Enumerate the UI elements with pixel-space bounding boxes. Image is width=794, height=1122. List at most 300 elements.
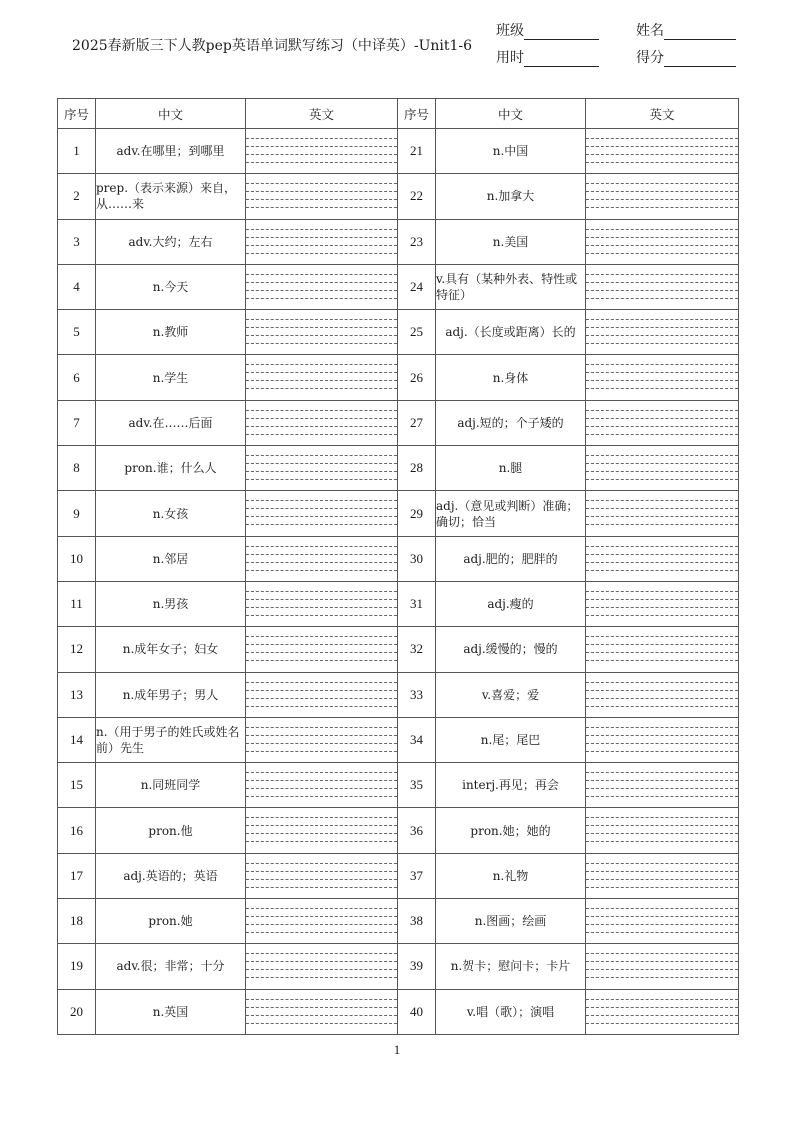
answer-guide-line [246, 570, 397, 571]
answer-guide-line [586, 245, 738, 246]
row-number: 18 [58, 899, 96, 944]
answer-guide-line [246, 908, 397, 909]
english-answer-cell[interactable] [246, 355, 398, 400]
row-number: 17 [58, 853, 96, 898]
answer-guide-line [246, 274, 397, 275]
english-answer-cell[interactable] [586, 853, 739, 898]
answer-guide-line [586, 780, 738, 781]
answer-guide-line [586, 953, 738, 954]
chinese-meaning: n.今天 [96, 264, 246, 309]
chinese-meaning: adj.（长度或距离）长的 [436, 310, 586, 355]
table-row [58, 627, 739, 672]
answer-guide-line [246, 977, 397, 978]
answer-guide-line [586, 162, 738, 163]
row-number: 37 [398, 853, 436, 898]
answer-guide-line [246, 690, 397, 691]
row-number: 3 [58, 219, 96, 264]
answer-guide-line [246, 735, 397, 736]
answer-guide-line [586, 343, 738, 344]
english-answer-cell[interactable] [246, 310, 398, 355]
table-row [58, 717, 739, 762]
answer-guide-line [246, 796, 397, 797]
name-label: 姓名 [636, 23, 664, 39]
chinese-meaning: pron.她；她的 [436, 808, 586, 853]
answer-guide-line [586, 410, 738, 411]
answer-guide-line [586, 199, 738, 200]
answer-guide-line [586, 599, 738, 600]
english-answer-cell[interactable] [246, 672, 398, 717]
answer-guide-line [246, 516, 397, 517]
chinese-meaning: pron.谁；什么人 [96, 446, 246, 491]
answer-guide-line [586, 817, 738, 818]
english-answer-cell[interactable] [246, 129, 398, 174]
chinese-meaning: pron.他 [96, 808, 246, 853]
answer-guide-line [246, 999, 397, 1000]
chinese-meaning: adv.大约；左右 [96, 219, 246, 264]
answer-guide-line [586, 690, 738, 691]
answer-guide-line [246, 615, 397, 616]
table-row [58, 264, 739, 309]
answer-guide-line [246, 788, 397, 789]
english-answer-cell[interactable] [586, 446, 739, 491]
english-answer-cell[interactable] [246, 899, 398, 944]
answer-guide-line [246, 207, 397, 208]
answer-guide-line [586, 516, 738, 517]
answer-guide-line [586, 372, 738, 373]
table-row [58, 672, 739, 717]
answer-guide-line [246, 554, 397, 555]
row-number: 34 [398, 717, 436, 762]
answer-guide-line [246, 607, 397, 608]
table-row [58, 219, 739, 264]
chinese-meaning: adj.（意见或判断）准确；确切；恰当 [436, 491, 586, 536]
chinese-meaning: adj.短的；个子矮的 [436, 400, 586, 445]
answer-guide-line [586, 1023, 738, 1024]
answer-guide-line [246, 772, 397, 773]
answer-guide-line [246, 418, 397, 419]
answer-guide-line [586, 207, 738, 208]
table-row [58, 989, 739, 1034]
chinese-meaning: adj.英语的；英语 [96, 853, 246, 898]
answer-guide-line [586, 652, 738, 653]
row-number: 24 [398, 264, 436, 309]
class-field[interactable] [496, 18, 636, 40]
answer-guide-line [246, 146, 397, 147]
answer-guide-line [246, 380, 397, 381]
answer-guide-line [246, 343, 397, 344]
answer-guide-line [246, 961, 397, 962]
row-number: 28 [398, 446, 436, 491]
answer-guide-line [246, 751, 397, 752]
chinese-meaning: v.具有（某种外表、特性或特征） [436, 264, 586, 309]
english-answer-cell[interactable] [586, 717, 739, 762]
answer-guide-line [586, 908, 738, 909]
score-field[interactable] [636, 45, 736, 67]
row-number: 2 [58, 174, 96, 219]
answer-guide-line [246, 644, 397, 645]
table-row [58, 853, 739, 898]
table-header-row [58, 99, 739, 129]
answer-guide-line [246, 916, 397, 917]
table-row [58, 899, 739, 944]
row-number: 8 [58, 446, 96, 491]
answer-guide-line [246, 969, 397, 970]
answer-guide-line [246, 199, 397, 200]
time-label: 用时 [496, 50, 524, 66]
answer-guide-line [246, 298, 397, 299]
table-row [58, 400, 739, 445]
answer-guide-line [586, 887, 738, 888]
row-number: 26 [398, 355, 436, 400]
answer-guide-line [586, 743, 738, 744]
answer-guide-line [586, 863, 738, 864]
answer-guide-line [246, 463, 397, 464]
english-answer-cell[interactable] [246, 446, 398, 491]
table-body [58, 129, 739, 1035]
answer-guide-line [586, 546, 738, 547]
english-answer-cell[interactable] [246, 400, 398, 445]
answer-guide-line [586, 455, 738, 456]
row-number: 1 [58, 129, 96, 174]
chinese-meaning: v.喜爱；爱 [436, 672, 586, 717]
worksheet-title: 2025春新版三下人教pep英语单词默写练习（中译英）-Unit1-6 [72, 38, 473, 54]
row-number: 14 [58, 717, 96, 762]
header-english-right: 英文 [586, 99, 739, 129]
row-number: 13 [58, 672, 96, 717]
header-chinese-left: 中文 [96, 99, 246, 129]
answer-guide-line [586, 682, 738, 683]
row-number: 9 [58, 491, 96, 536]
chinese-meaning: n.身体 [436, 355, 586, 400]
chinese-meaning: n.成年女子；妇女 [96, 627, 246, 672]
row-number: 21 [398, 129, 436, 174]
answer-guide-line [586, 644, 738, 645]
answer-guide-line [586, 727, 738, 728]
answer-guide-line [586, 871, 738, 872]
answer-guide-line [246, 327, 397, 328]
answer-guide-line [246, 253, 397, 254]
row-number: 6 [58, 355, 96, 400]
answer-guide-line [586, 524, 738, 525]
answer-guide-line [586, 154, 738, 155]
answer-guide-line [586, 796, 738, 797]
answer-guide-line [246, 1007, 397, 1008]
row-number: 5 [58, 310, 96, 355]
answer-guide-line [586, 426, 738, 427]
row-number: 38 [398, 899, 436, 944]
name-blank[interactable] [664, 23, 736, 40]
chinese-meaning: n.女孩 [96, 491, 246, 536]
english-answer-cell[interactable] [246, 989, 398, 1034]
english-answer-cell[interactable] [586, 129, 739, 174]
chinese-meaning: n.教师 [96, 310, 246, 355]
chinese-meaning: n.贺卡；慰问卡；卡片 [436, 944, 586, 989]
answer-guide-line [586, 380, 738, 381]
table-row [58, 763, 739, 808]
chinese-meaning: n.同班同学 [96, 763, 246, 808]
english-answer-cell[interactable] [586, 899, 739, 944]
answer-guide-line [586, 698, 738, 699]
answer-guide-line [586, 471, 738, 472]
answer-guide-line [586, 969, 738, 970]
chinese-meaning: n.英国 [96, 989, 246, 1034]
time-field[interactable] [496, 45, 636, 67]
table-row [58, 581, 739, 626]
english-answer-cell[interactable] [246, 264, 398, 309]
chinese-meaning: n.学生 [96, 355, 246, 400]
answer-guide-line [586, 146, 738, 147]
answer-guide-line [246, 434, 397, 435]
chinese-meaning: n.礼物 [436, 853, 586, 898]
answer-guide-line [586, 191, 738, 192]
answer-guide-line [246, 780, 397, 781]
english-answer-cell[interactable] [246, 944, 398, 989]
answer-guide-line [246, 841, 397, 842]
table-row [58, 491, 739, 536]
row-number: 30 [398, 536, 436, 581]
answer-guide-line [586, 788, 738, 789]
answer-guide-line [586, 229, 738, 230]
english-answer-cell[interactable] [586, 627, 739, 672]
english-answer-cell[interactable] [586, 763, 739, 808]
answer-guide-line [246, 871, 397, 872]
answer-guide-line [246, 599, 397, 600]
answer-guide-line [246, 282, 397, 283]
answer-guide-line [586, 607, 738, 608]
answer-guide-line [586, 388, 738, 389]
answer-guide-line [246, 183, 397, 184]
english-answer-cell[interactable] [246, 491, 398, 536]
table-row [58, 944, 739, 989]
row-number: 19 [58, 944, 96, 989]
answer-guide-line [246, 932, 397, 933]
answer-guide-line [246, 887, 397, 888]
answer-guide-line [246, 591, 397, 592]
table-row [58, 808, 739, 853]
answer-guide-line [246, 162, 397, 163]
table-row [58, 310, 739, 355]
score-blank[interactable] [664, 50, 736, 67]
answer-guide-line [246, 652, 397, 653]
row-number: 29 [398, 491, 436, 536]
table-row [58, 129, 739, 174]
student-info-fields [496, 18, 736, 67]
answer-guide-line [246, 682, 397, 683]
answer-guide-line [246, 636, 397, 637]
answer-guide-line [586, 274, 738, 275]
chinese-meaning: adj.瘦的 [436, 581, 586, 626]
chinese-meaning: n.男孩 [96, 581, 246, 626]
english-answer-cell[interactable] [246, 581, 398, 626]
header-number-right: 序号 [398, 99, 436, 129]
english-answer-cell[interactable] [586, 536, 739, 581]
chinese-meaning: interj.再见；再会 [436, 763, 586, 808]
answer-guide-line [246, 138, 397, 139]
answer-guide-line [586, 825, 738, 826]
answer-guide-line [246, 335, 397, 336]
chinese-meaning: v.唱（歌）；演唱 [436, 989, 586, 1034]
page-number: 1 [393, 1042, 401, 1057]
english-answer-cell[interactable] [246, 808, 398, 853]
score-label: 得分 [636, 50, 664, 66]
chinese-meaning: n.图画；绘画 [436, 899, 586, 944]
chinese-meaning: adv.在……后面 [96, 400, 246, 445]
row-number: 23 [398, 219, 436, 264]
answer-guide-line [586, 554, 738, 555]
english-answer-cell[interactable] [586, 944, 739, 989]
chinese-meaning: adj.缓慢的；慢的 [436, 627, 586, 672]
answer-guide-line [586, 751, 738, 752]
answer-guide-line [586, 479, 738, 480]
row-number: 31 [398, 581, 436, 626]
english-answer-cell[interactable] [586, 355, 739, 400]
row-number: 12 [58, 627, 96, 672]
answer-guide-line [586, 916, 738, 917]
answer-guide-line [586, 879, 738, 880]
row-number: 27 [398, 400, 436, 445]
answer-guide-line [586, 418, 738, 419]
answer-guide-line [246, 290, 397, 291]
answer-guide-line [586, 282, 738, 283]
row-number: 15 [58, 763, 96, 808]
answer-guide-line [586, 833, 738, 834]
answer-guide-line [586, 841, 738, 842]
row-number: 20 [58, 989, 96, 1034]
chinese-meaning: n.（用于男子的姓氏或姓名前）先生 [96, 717, 246, 762]
english-answer-cell[interactable] [586, 264, 739, 309]
answer-guide-line [246, 508, 397, 509]
row-number: 33 [398, 672, 436, 717]
chinese-meaning: adj.肥的；肥胖的 [436, 536, 586, 581]
row-number: 22 [398, 174, 436, 219]
answer-guide-line [586, 735, 738, 736]
class-blank[interactable] [524, 23, 599, 40]
answer-guide-line [586, 999, 738, 1000]
answer-guide-line [586, 591, 738, 592]
chinese-meaning: n.加拿大 [436, 174, 586, 219]
answer-guide-line [586, 924, 738, 925]
answer-guide-line [246, 426, 397, 427]
answer-guide-line [586, 932, 738, 933]
english-answer-cell[interactable] [586, 491, 739, 536]
chinese-meaning: adv.在哪里；到哪里 [96, 129, 246, 174]
answer-guide-line [586, 463, 738, 464]
row-number: 10 [58, 536, 96, 581]
answer-guide-line [246, 410, 397, 411]
english-answer-cell[interactable] [586, 989, 739, 1034]
answer-guide-line [586, 508, 738, 509]
time-blank[interactable] [524, 50, 599, 67]
answer-guide-line [246, 706, 397, 707]
answer-guide-line [586, 138, 738, 139]
answer-guide-line [246, 924, 397, 925]
answer-guide-line [246, 743, 397, 744]
english-answer-cell[interactable] [586, 219, 739, 264]
answer-guide-line [246, 562, 397, 563]
chinese-meaning: n.中国 [436, 129, 586, 174]
answer-guide-line [246, 1023, 397, 1024]
english-answer-cell[interactable] [246, 717, 398, 762]
answer-guide-line [246, 863, 397, 864]
row-number: 39 [398, 944, 436, 989]
answer-guide-line [246, 1015, 397, 1016]
chinese-meaning: adv.很；非常；十分 [96, 944, 246, 989]
answer-guide-line [246, 546, 397, 547]
header-english-left: 英文 [246, 99, 398, 129]
class-label: 班级 [496, 23, 524, 39]
table-row [58, 446, 739, 491]
row-number: 32 [398, 627, 436, 672]
row-number: 35 [398, 763, 436, 808]
answer-guide-line [586, 977, 738, 978]
english-answer-cell[interactable] [246, 763, 398, 808]
answer-guide-line [586, 327, 738, 328]
answer-guide-line [246, 953, 397, 954]
answer-guide-line [246, 245, 397, 246]
answer-guide-line [246, 455, 397, 456]
english-answer-cell[interactable] [586, 174, 739, 219]
header-number-left: 序号 [58, 99, 96, 129]
chinese-meaning: pron.她 [96, 899, 246, 944]
answer-guide-line [246, 229, 397, 230]
english-answer-cell[interactable] [586, 310, 739, 355]
answer-guide-line [586, 500, 738, 501]
table-row [58, 355, 739, 400]
answer-guide-line [246, 479, 397, 480]
answer-guide-line [586, 253, 738, 254]
answer-guide-line [246, 817, 397, 818]
answer-guide-line [586, 615, 738, 616]
answer-guide-line [246, 319, 397, 320]
answer-guide-line [586, 772, 738, 773]
answer-guide-line [246, 154, 397, 155]
answer-guide-line [586, 290, 738, 291]
answer-guide-line [246, 372, 397, 373]
answer-guide-line [246, 237, 397, 238]
row-number: 7 [58, 400, 96, 445]
answer-guide-line [586, 570, 738, 571]
answer-guide-line [246, 471, 397, 472]
english-answer-cell[interactable] [246, 174, 398, 219]
row-number: 16 [58, 808, 96, 853]
answer-guide-line [246, 388, 397, 389]
chinese-meaning: n.美国 [436, 219, 586, 264]
row-number: 4 [58, 264, 96, 309]
answer-guide-line [246, 364, 397, 365]
english-answer-cell[interactable] [246, 627, 398, 672]
answer-guide-line [246, 727, 397, 728]
answer-guide-line [246, 660, 397, 661]
english-answer-cell[interactable] [586, 581, 739, 626]
english-answer-cell[interactable] [586, 808, 739, 853]
answer-guide-line [246, 698, 397, 699]
english-answer-cell[interactable] [586, 400, 739, 445]
answer-guide-line [586, 660, 738, 661]
answer-guide-line [586, 183, 738, 184]
answer-guide-line [246, 825, 397, 826]
answer-guide-line [586, 364, 738, 365]
english-answer-cell[interactable] [246, 853, 398, 898]
answer-guide-line [586, 434, 738, 435]
row-number: 40 [398, 989, 436, 1034]
answer-guide-line [586, 335, 738, 336]
english-answer-cell[interactable] [246, 219, 398, 264]
answer-guide-line [586, 1015, 738, 1016]
vocabulary-table [57, 98, 739, 1035]
name-field[interactable] [636, 18, 736, 40]
english-answer-cell[interactable] [246, 536, 398, 581]
english-answer-cell[interactable] [586, 672, 739, 717]
